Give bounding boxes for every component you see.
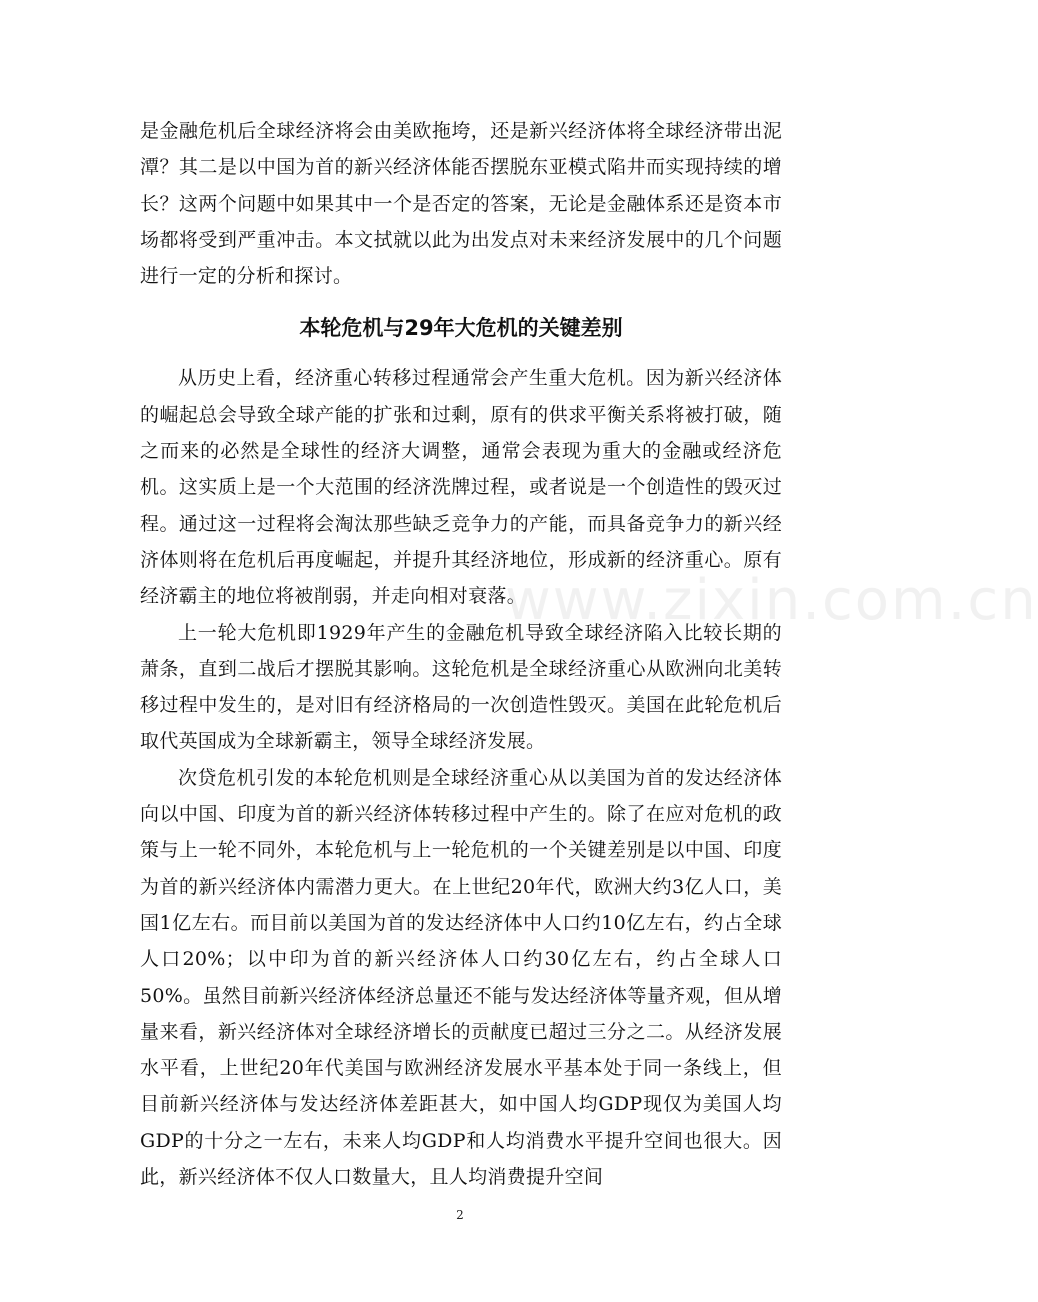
watermark: www.zixin.com.cn — [505, 568, 1038, 633]
body-paragraph-1: 从历史上看，经济重心转移过程通常会产生重大危机。因为新兴经济体的崛起总会导致全球产能的扩张和过剩，原有的供求平衡关系将被打破，随之而来的必然是全球性的经济大调整，通常会表现为重大的金融或经济危机。这实质上是一个大范围的经济洗牌过程，或者说是一个创造性的毁灭过程。通过这一过程将会淘汰那些缺乏竞争力的产能，而具备竞争力的新兴经济体则将在危机后再度崛起，并提升其经济地位，形成新的经济重心。原有经济霸主的地位将被削弱，并走向相对衰落。 — [140, 367, 782, 608]
intro-paragraph: 是金融危机后全球经济将会由美欧拖垮，还是新兴经济体将全球经济带出泥潭？其二是以中国为首的新兴经济体能否摆脱东亚模式陷井而实现持续的增长？这两个问题中如果其中一个是否定的答案，无论是金融体系还是资本市场都将受到严重冲击。本文拭就以此为出发点对未来经济发展中的几个问题进行一定的分析和探讨。 — [140, 120, 782, 288]
section-heading: 本轮危机与29年大危机的关键差别 — [299, 316, 623, 341]
body-paragraph-3: 次贷危机引发的本轮危机则是全球经济重心从以美国为首的发达经济体向以中国、印度为首的新兴经济体转移过程中产生的。除了在应对危机的政策与上一轮不同外，本轮危机与上一轮危机的一个关键差别是以中国、印度为首的新兴经济体内需潜力更大。在上世纪20年代，欧洲大约3亿人口，美国1亿左右。而目前以美国为首的发达经济体中人口约10亿左右，约占全球人口20%；以中印为首的新兴经济体人口约30亿左右，约占全球人口50%。虽然目前新兴经济体经济总量还不能与发达经济体等量齐观，但从增量来看，新兴经济体对全球经济增长的贡献度已超过三分之二。从经济发展水平看，上世纪20年代美国与欧洲经济发展水平基本处于同一条线上，但目前新兴经济体与发达经济体差距甚大，如中国人均GDP现仅为美国人均GDP的十分之一左右，未来人均GDP和人均消费水平提升空间也很大。因此，新兴经济体不仅人口数量大，且人均消费提升空间 — [140, 766, 782, 1189]
page-number: 2 — [456, 1208, 464, 1222]
body-paragraph-2: 上一轮大危机即1929年产生的金融危机导致全球经济陷入比较长期的萧条，直到二战后才摆脱其影响。这轮危机是全球经济重心从欧洲向北美转移过程中发生的，是对旧有经济格局的一次创造性毁灭。美国在此轮危机后取代英国成为全球新霸主，领导全球经济发展。 — [140, 621, 782, 753]
page-body — [140, 113, 782, 1195]
